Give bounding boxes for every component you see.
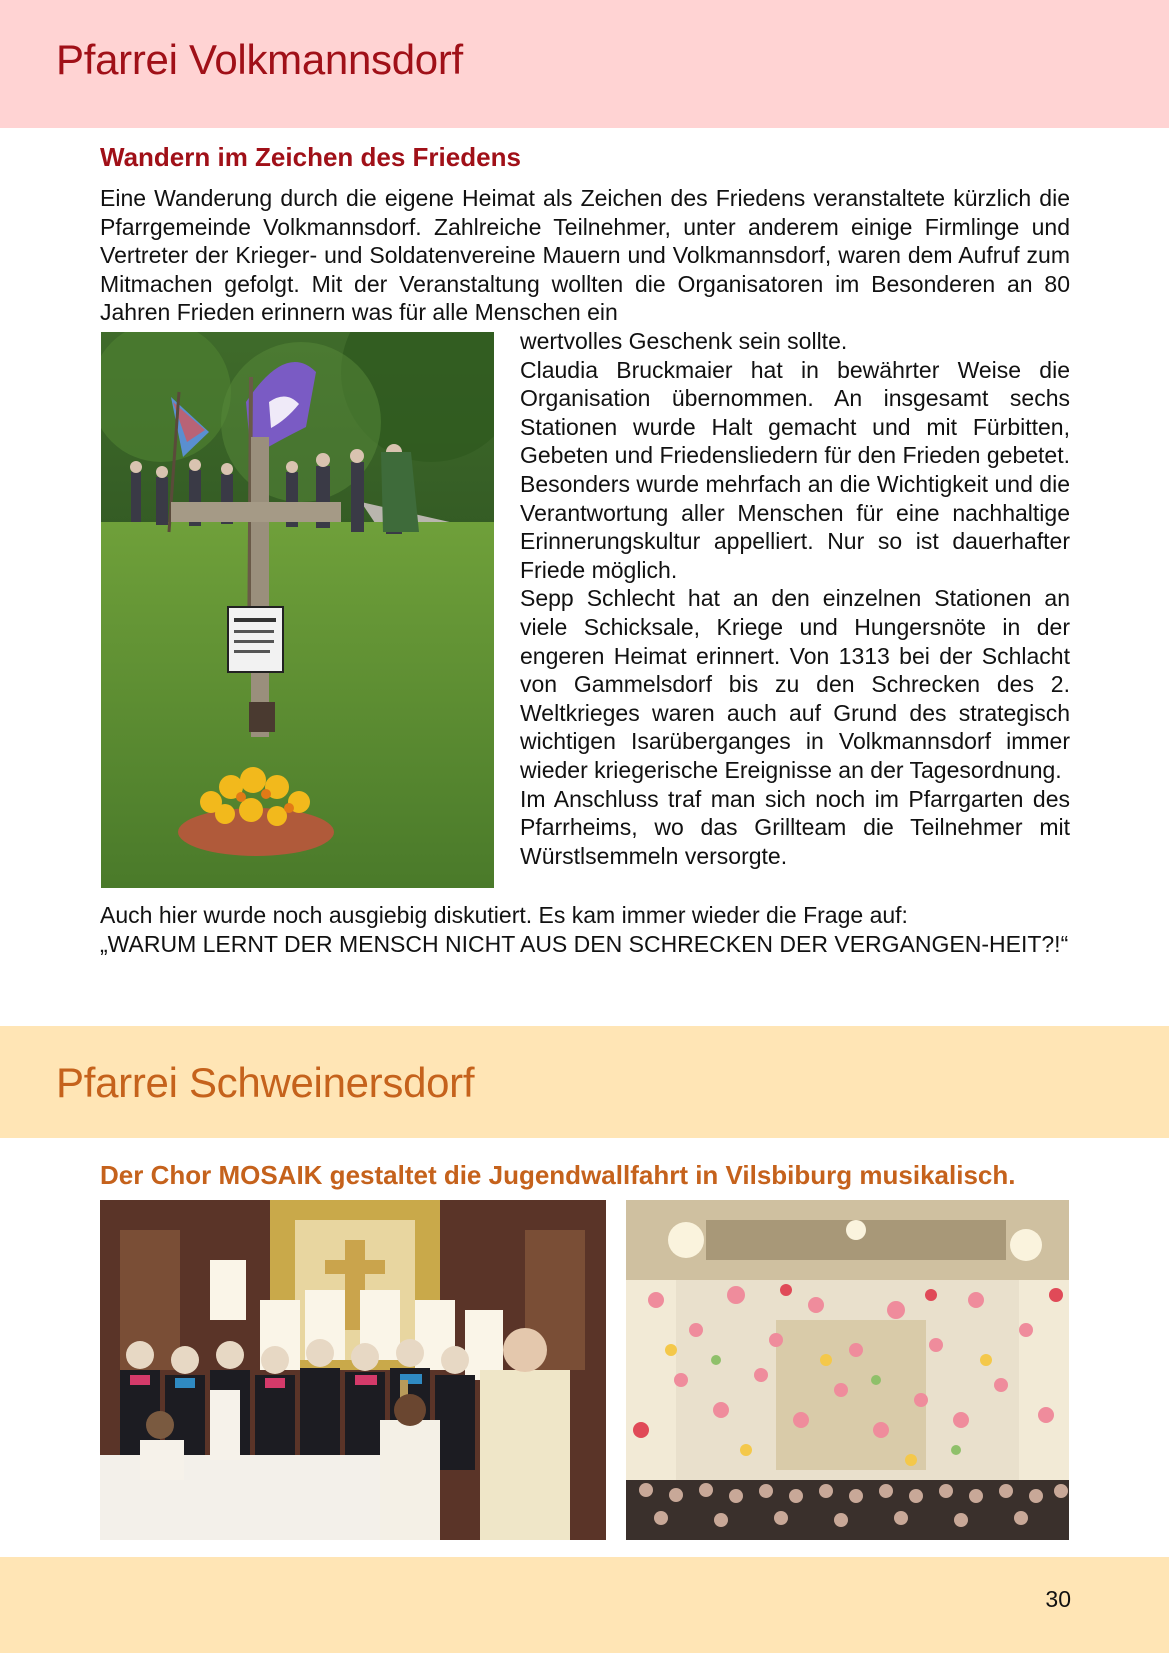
photo-choir-altar — [100, 1200, 606, 1540]
photo-church-hearts — [626, 1200, 1069, 1540]
photo-memorial-cross — [101, 332, 494, 888]
side-paragraph: Sepp Schlecht hat an den einzelnen Stationen an viele Schicksale, Kriege und Hungersnöte in der engeren Heimat erinnert. Von 1313 bei der Schlacht von Gammelsdorf bis zu den Schrecken des 2. Weltkrieges waren auch auf Grund des strategisch wichtigen Isarüberganges in Volkmannsdorf immer wieder kriegerische Ereignisse an der Tagesordnung. — [520, 585, 1070, 783]
section-title-schweinersdorf: Pfarrei Schweinersdorf — [56, 1059, 475, 1106]
article-side-column — [520, 327, 1070, 870]
section-title-volkmannsdorf: Pfarrei Volkmannsdorf — [56, 36, 463, 83]
intro-paragraph: Eine Wanderung durch die eigene Heimat als Zeichen des Friedens veranstaltete kürzlich die Pfarrgemeinde Volkmannsdorf. Zahlreiche Teilnehmer, unter anderem einige Firmlinge und Vertreter der Krieger- und Soldatenvereine Mauern und Volkmannsdorf, waren dem Aufruf zum Mitmachen gefolgt. Mit der Veranstaltung wollten die Organisatoren im Besonderen an 80 Jahren Frieden erinnern was für alle Menschen ein — [100, 185, 1070, 326]
article-headline-peace-hike: Wandern im Zeichen des Friedens — [100, 142, 521, 172]
side-paragraph: Claudia Bruckmaier hat in bewährter Weise die Organisation übernommen. An insgesamt sechs Stationen wurde Halt gemacht und mit Fürbitten, Gebeten und Friedensliedern für den Frieden gebetet. Besonders wurde mehrfach an die Wichtigkeit und die Verantwortung aller Menschen für eine nachhaltige Erinnerungskultur appelliert. Nur so ist dauerhafter Friede möglich. — [520, 356, 1070, 583]
side-paragraph: wertvolles Geschenk sein sollte. — [520, 328, 848, 354]
article-outro — [100, 901, 1070, 958]
article-intro — [100, 184, 1070, 327]
footer-band — [0, 1557, 1169, 1653]
article-headline-choir: Der Chor MOSAIK gestaltet die Jugendwallfahrt in Vilsbiburg musikalisch. — [100, 1160, 1016, 1190]
page-number: 30 — [1045, 1586, 1071, 1612]
closing-quote: „WARUM LERNT DER MENSCH NICHT AUS DEN SCHRECKEN DER VERGANGEN-HEIT?!“ — [100, 930, 1069, 957]
outro-line: Auch hier wurde noch ausgiebig diskutiert. Es kam immer wieder die Frage auf: — [100, 902, 908, 928]
side-paragraph: Im Anschluss traf man sich noch im Pfarrgarten des Pfarrheims, wo das Grillteam die Teilnehmer mit Würstlsemmeln versorgte. — [520, 785, 1070, 869]
